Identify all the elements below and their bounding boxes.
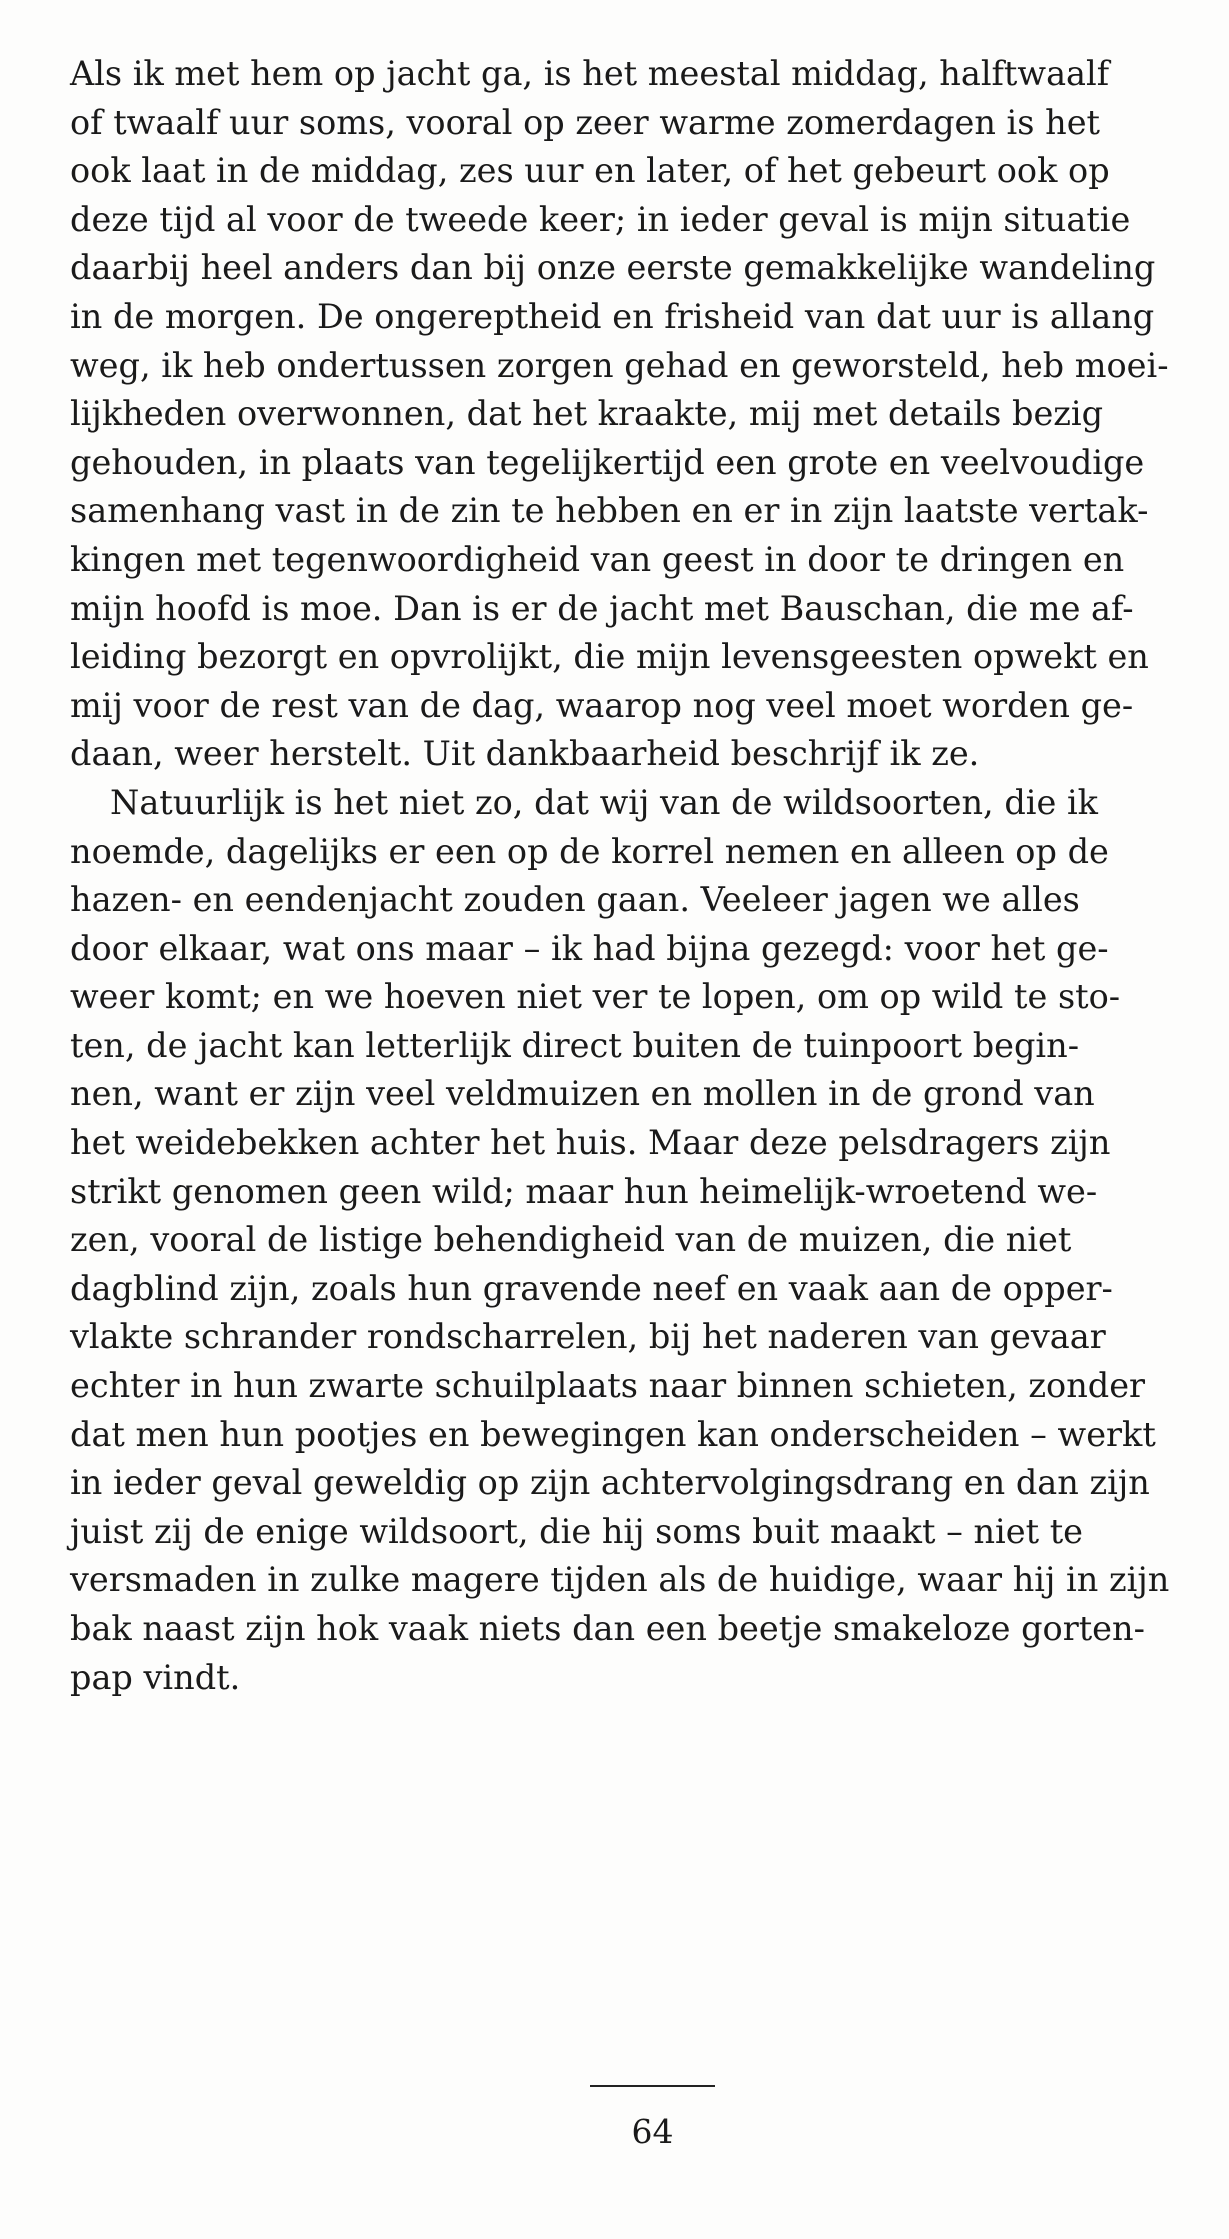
text-line: of twaalf uur soms, vooral op zeer warme zomerdagen is het xyxy=(70,102,1100,142)
text-line: door elkaar, wat ons maar – ik had bijna gezegd: voor het ge- xyxy=(70,928,1109,968)
text-line: daarbij heel anders dan bij onze eerste gemakkelijke wandeling xyxy=(70,248,1156,288)
text-line: vlakte schrander rondscharrelen, bij het naderen van gevaar xyxy=(70,1317,1106,1357)
text-line: het weidebekken achter het huis. Maar deze pelsdragers zijn xyxy=(70,1123,1111,1163)
text-line: dagblind zijn, zoals hun gravende neef en vaak aan de opper- xyxy=(70,1268,1113,1308)
text-line: Als ik met hem op jacht ga, is het meestal middag, halftwaalf xyxy=(70,54,1110,93)
text-line: daan, weer herstelt. Uit dankbaarheid beschrijf ik ze. xyxy=(70,734,980,774)
text-line: hazen- en eendenjacht zouden gaan. Veeleer jagen we alles xyxy=(70,880,1080,920)
paragraph xyxy=(70,779,1220,1702)
text-line: samenhang vast in de zin te hebben en er in zijn laatste vertak- xyxy=(70,491,1149,531)
text-line: nen, want er zijn veel veldmuizen en mollen in de grond van xyxy=(70,1074,1095,1114)
text-line: gehouden, in plaats van tegelijkertijd een grote en veelvoudige xyxy=(70,442,1145,482)
text-line: in ieder geval geweldig op zijn achtervolgingsdrang en dan zijn xyxy=(70,1463,1150,1503)
text-line: noemde, dagelijks er een op de korrel nemen en alleen op de xyxy=(70,831,1109,871)
text-line: dat men hun pootjes en bewegingen kan onderscheiden – werkt xyxy=(70,1414,1156,1454)
text-line: ten, de jacht kan letterlijk direct buiten de tuinpoort begin- xyxy=(70,1025,1080,1065)
text-line: juist zij de enige wildsoort, die hij soms buit maakt – niet te xyxy=(70,1511,1083,1551)
text-line: mij voor de rest van de dag, waarop nog veel moet worden ge- xyxy=(70,685,1134,725)
text-line: lijkheden overwonnen, dat het kraakte, mij met details bezig xyxy=(70,394,1104,434)
text-line: in de morgen. De ongereptheid en frisheid van dat uur is allang xyxy=(70,296,1155,336)
page-number: 64 xyxy=(631,2112,674,2151)
text-line: strikt genomen geen wild; maar hun heimelijk-wroetend we- xyxy=(70,1171,1098,1211)
text-line: deze tijd al voor de tweede keer; in ieder geval is mijn situatie xyxy=(70,199,1131,239)
text-line: echter in hun zwarte schuilplaats naar binnen schieten, zonder xyxy=(70,1366,1146,1406)
text-line: pap vindt. xyxy=(70,1657,241,1697)
body-text xyxy=(70,50,1220,1702)
paragraph xyxy=(70,50,1220,779)
text-line: bak naast zijn hok vaak niets dan een beetje smakeloze gorten- xyxy=(70,1609,1145,1648)
text-line: leiding bezorgt en opvrolijkt, die mijn levensgeesten opwekt en xyxy=(70,637,1149,677)
text-line: zen, vooral de listige behendigheid van de muizen, die niet xyxy=(70,1220,1072,1260)
text-line: weg, ik heb ondertussen zorgen gehad en geworsteld, heb moei- xyxy=(70,345,1169,385)
text-line: ook laat in de middag, zes uur en later, of het gebeurt ook op xyxy=(70,151,1110,191)
text-line: mijn hoofd is moe. Dan is er de jacht met Bauschan, die me af- xyxy=(70,588,1134,628)
text-line: kingen met tegenwoordigheid van geest in door te dringen en xyxy=(70,539,1125,579)
text-line: weer komt; en we hoeven niet ver te lopen, om op wild te sto- xyxy=(70,977,1121,1017)
footer-rule xyxy=(590,2085,715,2087)
text-line: versmaden in zulke magere tijden als de huidige, waar hij in zijn xyxy=(70,1560,1170,1600)
text-line: Natuurlijk is het niet zo, dat wij van de wildsoorten, die ik xyxy=(110,782,1098,822)
